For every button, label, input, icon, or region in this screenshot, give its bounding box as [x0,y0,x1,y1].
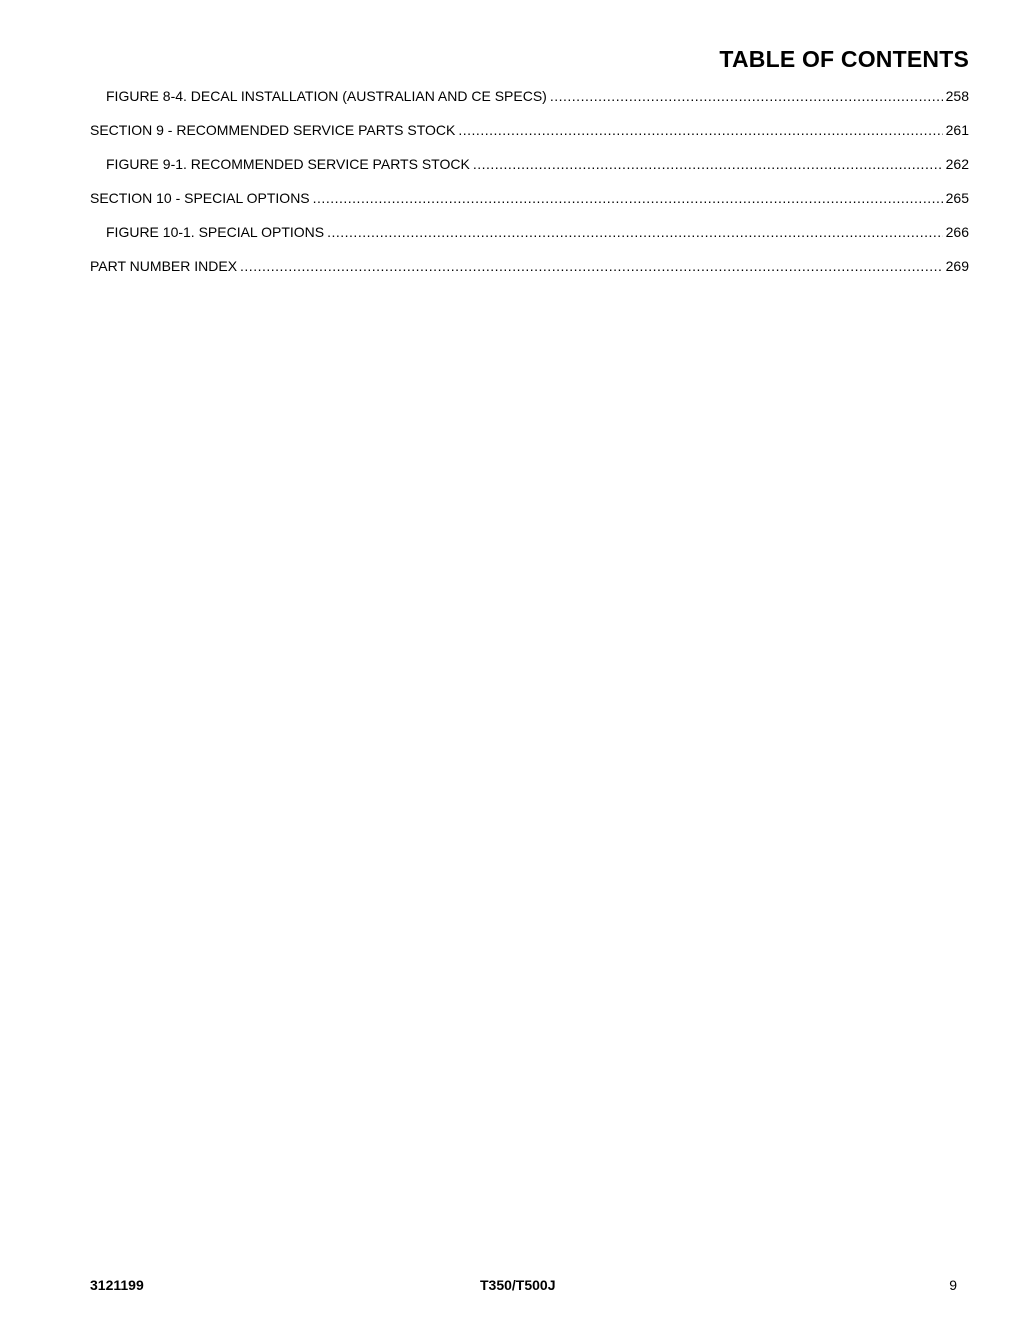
toc-entry-page: 262 [945,156,969,172]
toc-entry[interactable] [90,88,969,122]
toc-entry-title: FIGURE 9-1. RECOMMENDED SERVICE PARTS STOCK [106,156,470,172]
toc-dot-leader [313,190,943,206]
footer-doc-number: 3121199 [90,1277,144,1293]
toc-dot-leader [240,258,943,274]
toc-entry-page: 261 [945,122,969,138]
toc-entry-title: FIGURE 8-4. DECAL INSTALLATION (AUSTRALIAN AND CE SPECS) [106,88,547,104]
toc-dot-leader [458,122,942,138]
toc-entry-page: 265 [945,190,969,206]
toc-dot-leader [473,156,943,172]
toc-entry[interactable] [90,122,969,156]
toc-dot-leader [550,88,943,104]
page-footer [90,1277,960,1297]
toc-entry[interactable] [90,190,969,224]
toc-entry-page: 258 [945,88,969,104]
footer-model: T350/T500J [480,1277,556,1293]
toc-entry[interactable] [90,156,969,190]
table-of-contents [90,88,969,292]
footer-page-number: 9 [949,1277,957,1293]
toc-entry[interactable] [90,224,969,258]
toc-entry-page: 266 [945,224,969,240]
toc-entry-page: 269 [945,258,969,274]
toc-entry-title: FIGURE 10-1. SPECIAL OPTIONS [106,224,325,240]
toc-entry-title: PART NUMBER INDEX [90,258,238,274]
toc-entry[interactable] [90,258,969,292]
page-title: TABLE OF CONTENTS [719,46,969,72]
toc-entry-title: SECTION 10 - SPECIAL OPTIONS [90,190,310,206]
toc-dot-leader [327,224,943,240]
toc-entry-title: SECTION 9 - RECOMMENDED SERVICE PARTS STOCK [90,122,456,138]
